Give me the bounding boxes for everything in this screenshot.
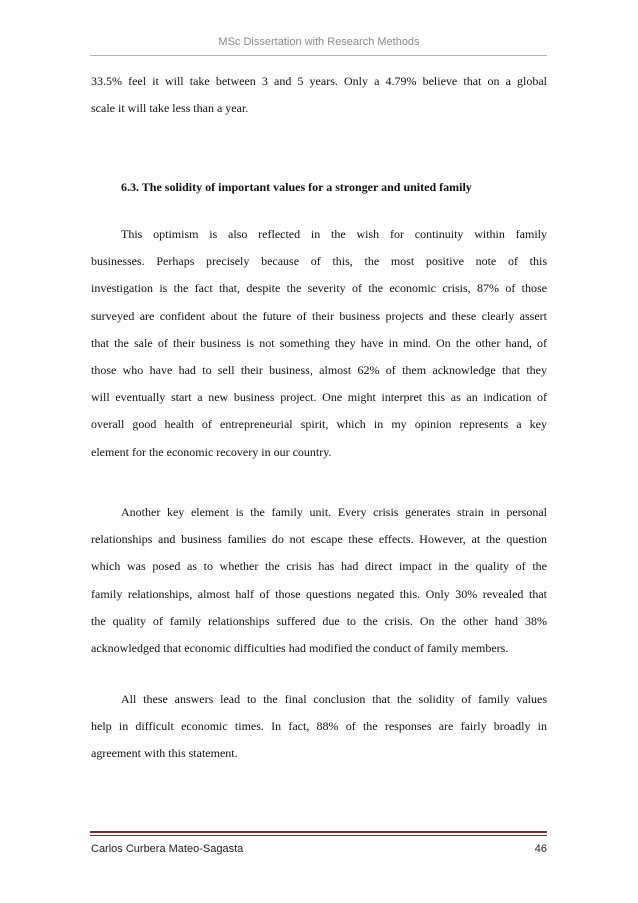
text-line: agreement with this statement.: [91, 746, 238, 761]
text-line: surveyed are confident about the future of their business projects and these clearly assert: [91, 308, 547, 323]
text-line: businesses. Perhaps precisely because of this, the most positive note of this: [91, 254, 547, 269]
text-line: which was posed as to whether the crisis has had direct impact in the quality of the: [91, 559, 547, 574]
footer-rule-thin: [90, 835, 547, 836]
text-line: that the sale of their business is not something they have in mind. On the other hand, of: [91, 335, 547, 350]
body-paragraph: [91, 221, 547, 466]
text-line: help in difficult economic times. In fact, 88% of the responses are fairly broadly in: [91, 719, 547, 734]
footer-rule: [90, 831, 547, 833]
text-line: 33.5% feel it will take between 3 and 5 years. Only a 4.79% believe that on a global: [91, 74, 547, 88]
body-paragraph: [91, 686, 547, 768]
text-line: element for the economic recovery in our country.: [91, 444, 332, 459]
text-line: relationships and business families do not escape these effects. However, at the question: [91, 532, 547, 547]
page-number: 46: [534, 843, 547, 855]
running-header: MSc Dissertation with Research Methods: [218, 36, 420, 48]
footer-author: Carlos Curbera Mateo-Sagasta: [91, 843, 244, 855]
text-line: will eventually start a new business project. One might interpret this as an indication of: [91, 390, 547, 405]
text-line: This optimism is also reflected in the wish for continuity within family: [121, 227, 547, 241]
body-paragraph: [91, 499, 547, 662]
text-line: those who have had to sell their business, almost 62% of them acknowledge that they: [91, 363, 547, 378]
text-line: investigation is the fact that, despite the severity of the economic crisis, 87% of those: [91, 281, 547, 296]
text-line: Another key element is the family unit. Every crisis generates strain in personal: [121, 505, 547, 519]
intro-paragraph: [91, 68, 547, 122]
text-line: overall good health of entrepreneurial spirit, which in my opinion represents a key: [91, 417, 547, 432]
text-line: the quality of family relationships suffered due to the crisis. On the other hand 38%: [91, 613, 547, 628]
text-line: acknowledged that economic difficulties had modified the conduct of family members.: [91, 641, 509, 656]
text-line: All these answers lead to the final conclusion that the solidity of family values: [121, 692, 547, 706]
section-heading: 6.3. The solidity of important values for a stronger and united family: [121, 180, 472, 194]
text-line: scale it will take less than a year.: [91, 101, 249, 116]
text-line: family relationships, almost half of those questions negated this. Only 30% revealed that: [91, 586, 547, 601]
header-rule: [90, 55, 547, 56]
